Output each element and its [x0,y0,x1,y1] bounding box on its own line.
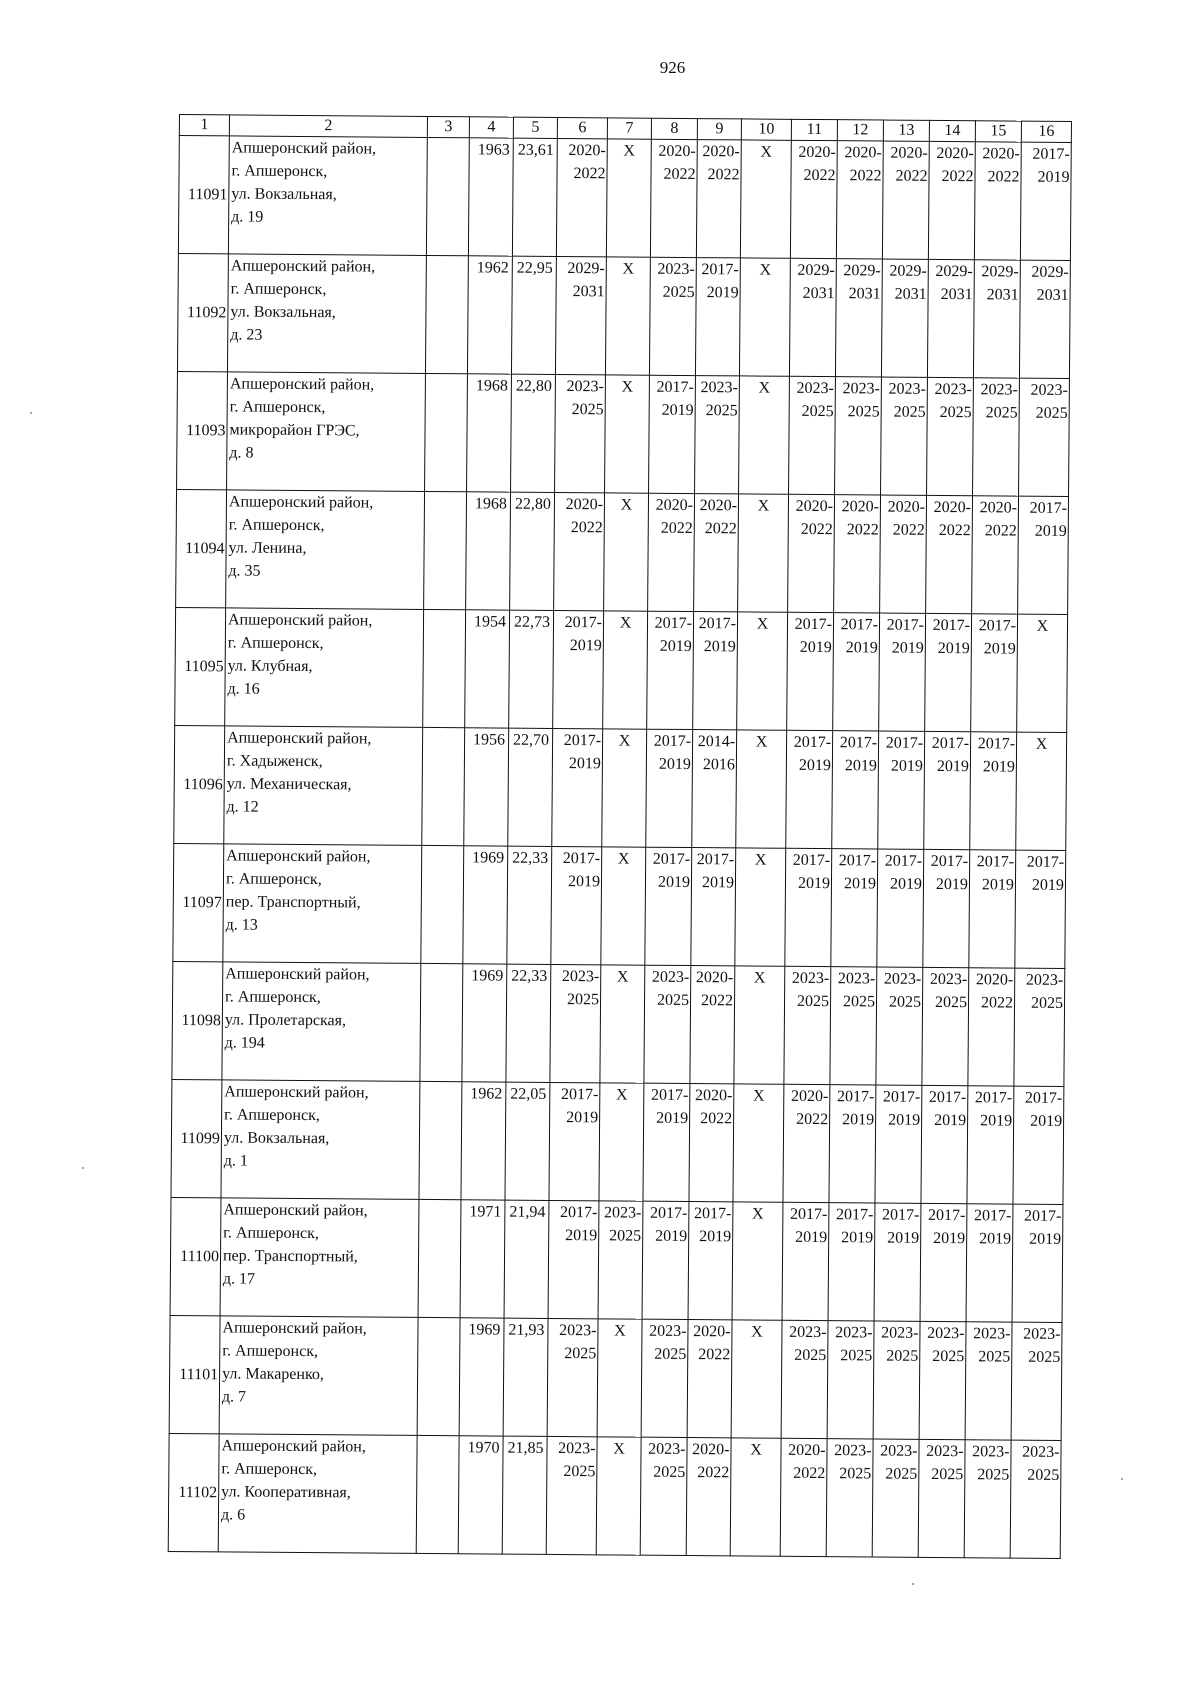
column-number-6: 6 [557,117,607,138]
cell-col-4: 1956 [464,728,509,846]
cell-col-12: 2017- 2019 [831,849,878,967]
cell-col-11: 2017- 2019 [785,848,832,966]
cell-col-11: 2023- 2025 [789,376,836,494]
cell-col-6: 2017- 2019 [549,1082,600,1200]
cell-col-8: 2017- 2019 [643,1083,690,1201]
cell-col-10: X [734,966,785,1084]
cell-col-14: 2029- 2031 [927,259,974,377]
address-line: г. Апшеронск, [229,398,326,417]
cell-col-13: 2023- 2025 [881,377,928,495]
table-row [171,1079,1064,1204]
address-line: ул. Клубная, [227,657,313,676]
address-line: пер. Транспортный, [225,893,361,912]
cell-col-14: 2023- 2025 [918,1439,965,1557]
address-line: д. 16 [227,680,260,698]
cell-col-10: X [730,1438,781,1556]
cell-col-3 [418,1199,461,1317]
cell-col-3 [424,491,467,609]
cell-col-16: 2017- 2019 [1015,850,1066,968]
cell-col-11: 2020- 2022 [788,494,835,612]
cell-col-5: 21,94 [504,1200,549,1318]
column-number-14: 14 [929,120,975,141]
cell-col-8: 2017- 2019 [645,847,692,965]
cell-col-16: 2017- 2019 [1018,496,1069,614]
row-number: 11099 [171,1079,222,1197]
address-line: г. Апшеронск, [225,988,321,1007]
page-number: 926 [659,58,686,77]
housing-table [168,114,1072,1559]
address-line: Апшеронский район, [227,729,372,748]
cell-col-13: 2023- 2025 [872,1439,919,1557]
cell-col-13: 2017- 2019 [879,613,926,731]
cell-col-9: 2023- 2025 [695,376,740,494]
cell-col-6: 2020- 2022 [556,138,607,256]
cell-col-4: 1969 [463,846,508,964]
cell-col-10: X [737,612,788,730]
cell-col-8: 2017- 2019 [649,375,696,493]
cell-col-3 [423,609,466,727]
column-number-8: 8 [651,118,697,139]
cell-col-5: 22,33 [507,846,552,964]
cell-col-3 [417,1317,460,1435]
address-cell [226,490,425,610]
table-row [169,1315,1062,1440]
row-number: 11102 [168,1433,219,1551]
address-line: Апшеронский район, [230,257,376,276]
cell-col-12: 2020- 2022 [836,141,883,259]
cell-col-6: 2017- 2019 [552,728,603,846]
scan-speck [1121,1478,1123,1480]
cell-col-3 [426,137,469,255]
row-number: 11101 [169,1315,220,1433]
cell-col-5: 22,70 [508,728,553,846]
cell-col-3 [421,845,464,963]
table-row [168,1433,1061,1558]
cell-col-3 [420,963,463,1081]
address-cell [222,962,421,1082]
address-cell [218,1434,417,1554]
scan-speck [82,1167,84,1169]
cell-col-6: 2023- 2025 [550,964,601,1082]
table-row [173,843,1066,968]
cell-col-4: 1970 [458,1436,503,1554]
address-line: г. Апшеронск, [223,1224,320,1243]
cell-col-9: 2017- 2019 [691,848,736,966]
cell-col-4: 1962 [461,1082,506,1200]
cell-col-14: 2023- 2025 [919,1321,966,1439]
column-number-7: 7 [607,118,651,139]
address-line: д. 13 [225,916,258,934]
table-row [177,253,1070,378]
cell-col-15: 2017- 2019 [969,850,1016,968]
cell-col-16: 2023- 2025 [1011,1322,1062,1440]
cell-col-10: X [739,258,790,376]
row-number: 11094 [176,489,227,607]
cell-col-9: 2020- 2022 [696,140,741,258]
column-number-16: 16 [1021,121,1071,142]
cell-col-7: X [596,1437,641,1555]
column-number-11: 11 [791,119,837,140]
cell-col-7: X [604,493,649,611]
address-line: г. Апшеронск, [227,634,324,653]
address-line: д. 1 [223,1152,248,1170]
row-number: 11095 [175,607,226,725]
address-line: д. 23 [230,326,263,344]
column-number-1: 1 [179,115,229,136]
cell-col-5: 22,33 [506,964,551,1082]
address-line: д. 12 [226,798,259,816]
address-line: ул. Вокзальная, [230,303,336,322]
cell-col-15: 2020- 2022 [974,142,1021,260]
cell-col-16: 2029- 2031 [1019,260,1070,378]
cell-col-7: X [600,965,645,1083]
cell-col-13: 2017- 2019 [877,849,924,967]
cell-col-6: 2017- 2019 [553,610,604,728]
cell-col-11: 2023- 2025 [784,966,831,1084]
address-cell [227,372,426,492]
cell-col-3 [419,1081,462,1199]
address-line: Апшеронский район, [231,139,377,158]
cell-col-13: 2017- 2019 [878,731,925,849]
cell-col-6: 2023- 2025 [547,1318,598,1436]
cell-col-16: 2017- 2019 [1012,1204,1063,1322]
cell-col-5: 22,73 [509,610,554,728]
address-line: г. Хадыженск, [226,752,323,771]
cell-col-15: 2020- 2022 [968,968,1015,1086]
cell-col-3 [416,1435,459,1553]
table-row [174,725,1067,850]
address-cell [224,726,423,846]
cell-col-13: 2023- 2025 [876,967,923,1085]
address-line: г. Апшеронск, [224,1106,320,1125]
cell-col-11: 2017- 2019 [786,730,833,848]
row-number: 11097 [173,843,224,961]
address-line: д. 19 [231,208,264,226]
cell-col-10: X [739,376,790,494]
address-line: пер. Транспортный, [222,1247,358,1266]
cell-col-4: 1971 [460,1200,505,1318]
address-line: г. Апшеронск, [228,516,325,535]
cell-col-15: 2017- 2019 [971,614,1018,732]
cell-col-6: 2023- 2025 [546,1436,597,1554]
cell-col-8: 2023- 2025 [649,257,696,375]
cell-col-16: X [1017,614,1068,732]
cell-col-16: 2023- 2025 [1010,1440,1061,1558]
row-number: 11100 [170,1197,221,1315]
cell-col-14: 2017- 2019 [925,613,972,731]
address-cell [225,608,424,728]
cell-col-9: 2017- 2019 [695,258,740,376]
table-row [170,1197,1063,1322]
column-number-12: 12 [837,120,883,141]
address-line: д. 6 [220,1506,246,1524]
cell-col-11: 2020- 2022 [780,1438,827,1556]
cell-col-15: 2023- 2025 [964,1440,1011,1558]
cell-col-9: 2017- 2019 [693,612,738,730]
cell-col-12: 2020- 2022 [834,495,881,613]
cell-col-11: 2020- 2022 [783,1084,830,1202]
cell-col-15: 2017- 2019 [970,732,1017,850]
address-line: ул. Вокзальная, [231,185,337,204]
cell-col-5: 22,80 [511,374,556,492]
cell-col-11: 2023- 2025 [781,1320,828,1438]
address-cell [220,1198,419,1318]
address-line: д. 7 [221,1388,247,1406]
cell-col-12: 2017- 2019 [828,1203,875,1321]
address-line: Апшеронский район, [224,1083,369,1102]
cell-col-4: 1968 [467,374,512,492]
column-number-4: 4 [469,117,513,138]
cell-col-3 [425,373,468,491]
cell-col-10: X [731,1320,782,1438]
cell-col-9: 2020- 2022 [687,1320,732,1438]
cell-col-16: 2017- 2019 [1020,142,1071,260]
cell-col-8: 2017- 2019 [646,729,693,847]
cell-col-13: 2029- 2031 [881,259,928,377]
cell-col-6: 2020- 2022 [554,492,605,610]
cell-col-8: 2023- 2025 [644,965,691,1083]
column-number-13: 13 [883,120,929,141]
cell-col-6: 2017- 2019 [551,846,602,964]
cell-col-5: 23,61 [512,138,557,256]
address-line: Апшеронский район, [227,611,373,630]
cell-col-12: 2017- 2019 [832,731,879,849]
address-line: г. Апшеронск, [222,1342,319,1361]
cell-col-9: 2017- 2019 [688,1202,733,1320]
cell-col-7: X [599,1083,644,1201]
cell-col-10: X [733,1084,784,1202]
cell-col-7: 2023- 2025 [598,1201,643,1319]
table-row [172,961,1065,1086]
cell-col-11: 2029- 2031 [789,258,836,376]
cell-col-14: 2020- 2022 [928,141,975,259]
row-number: 11098 [172,961,223,1079]
cell-col-11: 2017- 2019 [787,612,834,730]
address-line: д. 35 [228,562,261,580]
cell-col-13: 2017- 2019 [874,1203,921,1321]
cell-col-8: 2017- 2019 [642,1201,689,1319]
scan-speck [30,412,32,414]
cell-col-16: X [1016,732,1067,850]
cell-col-12: 2023- 2025 [826,1439,873,1557]
row-number: 11093 [177,371,228,489]
table-row [177,371,1070,496]
scan-speck [912,1583,914,1585]
address-line: г. Апшеронск, [225,870,322,889]
cell-col-3 [422,727,465,845]
table-row [178,136,1071,261]
cell-col-6: 2017- 2019 [548,1200,599,1318]
address-cell [227,254,426,374]
address-line: Апшеронский район, [225,965,370,984]
row-number: 11091 [178,136,229,254]
cell-col-5: 22,80 [510,492,555,610]
address-line: д. 17 [222,1270,256,1288]
cell-col-5: 22,95 [511,256,556,374]
cell-col-15: 2017- 2019 [966,1204,1013,1322]
cell-col-9: 2020- 2022 [694,494,739,612]
cell-col-16: 2023- 2025 [1019,378,1070,496]
table-row [175,607,1068,732]
cell-col-11: 2017- 2019 [782,1202,829,1320]
cell-col-10: X [740,140,791,258]
cell-col-13: 2017- 2019 [875,1085,922,1203]
cell-col-7: X [602,729,647,847]
cell-col-9: 2020- 2022 [686,1438,731,1556]
address-line: Апшеронский район, [223,1201,368,1220]
cell-col-14: 2017- 2019 [920,1203,967,1321]
cell-col-14: 2020- 2022 [926,495,973,613]
cell-col-8: 2017- 2019 [647,611,694,729]
cell-col-14: 2023- 2025 [927,377,974,495]
cell-col-10: X [735,848,786,966]
address-line: г. Апшеронск, [221,1460,318,1479]
cell-col-5: 21,93 [503,1318,548,1436]
cell-col-9: 2020- 2022 [689,1084,734,1202]
cell-col-10: X [736,730,787,848]
address-line: ул. Кооперативная, [221,1483,351,1502]
cell-col-16: 2017- 2019 [1013,1086,1064,1204]
cell-col-4: 1968 [466,492,511,610]
cell-col-7: X [605,375,650,493]
cell-col-5: 22,05 [505,1082,550,1200]
cell-col-14: 2017- 2019 [924,731,971,849]
column-number-5: 5 [513,117,557,138]
address-cell [223,844,422,964]
cell-col-9: 2020- 2022 [690,966,735,1084]
cell-col-12: 2017- 2019 [833,613,880,731]
address-cell [221,1080,420,1200]
cell-col-11: 2020- 2022 [790,140,837,258]
column-number-3: 3 [427,116,469,137]
column-number-2: 2 [229,115,427,138]
cell-col-8: 2023- 2025 [641,1319,688,1437]
address-line: д. 8 [229,444,254,462]
cell-col-10: X [732,1202,783,1320]
address-line: ул. Макаренко, [222,1365,325,1384]
cell-col-4: 1963 [468,138,513,256]
cell-col-7: X [603,611,648,729]
column-number-10: 10 [741,119,791,140]
cell-col-12: 2023- 2025 [835,377,882,495]
cell-col-15: 2017- 2019 [967,1086,1014,1204]
cell-col-6: 2023- 2025 [555,374,606,492]
cell-col-9: 2014- 2016 [692,730,737,848]
address-line: ул. Пролетарская, [224,1011,347,1030]
cell-col-15: 2020- 2022 [972,496,1019,614]
cell-col-13: 2020- 2022 [880,495,927,613]
cell-col-8: 2020- 2022 [648,493,695,611]
cell-col-3 [425,255,468,373]
cell-col-6: 2029- 2031 [555,256,606,374]
cell-col-16: 2023- 2025 [1014,968,1065,1086]
row-number: 11096 [174,725,225,843]
address-line: ул. Ленина, [228,539,307,558]
address-line: Апшеронский район, [226,847,371,866]
cell-col-12: 2023- 2025 [827,1321,874,1439]
cell-col-8: 2020- 2022 [650,139,697,257]
cell-col-12: 2017- 2019 [829,1085,876,1203]
cell-col-12: 2029- 2031 [835,259,882,377]
cell-col-5: 21,85 [502,1436,547,1554]
cell-col-15: 2029- 2031 [973,260,1020,378]
cell-col-4: 1954 [465,610,510,728]
address-line: Апшеронский район, [221,1437,366,1456]
cell-col-13: 2020- 2022 [882,141,929,259]
cell-col-14: 2023- 2025 [922,967,969,1085]
cell-col-7: X [601,847,646,965]
address-line: Апшеронский район, [222,1319,367,1338]
cell-col-7: X [605,257,650,375]
address-cell [219,1316,418,1436]
address-line: Апшеронский район, [228,493,374,512]
address-line: д. 194 [224,1034,265,1052]
address-line: микрорайон ГРЭС, [229,421,360,440]
cell-col-12: 2023- 2025 [830,967,877,1085]
cell-col-10: X [738,494,789,612]
cell-col-4: 1962 [467,256,512,374]
cell-col-7: X [597,1319,642,1437]
table-row [176,489,1069,614]
address-line: ул. Вокзальная, [223,1129,330,1148]
address-line: г. Апшеронск, [231,162,328,181]
address-line: Апшеронский район, [229,375,375,394]
cell-col-14: 2017- 2019 [923,849,970,967]
cell-col-4: 1969 [459,1318,504,1436]
cell-col-15: 2023- 2025 [965,1322,1012,1440]
address-line: ул. Механическая, [226,775,352,794]
cell-col-14: 2017- 2019 [921,1085,968,1203]
column-number-15: 15 [975,121,1021,142]
cell-col-8: 2023- 2025 [640,1437,687,1555]
row-number: 11092 [177,253,228,371]
column-number-9: 9 [697,119,741,140]
cell-col-7: X [606,139,651,257]
address-cell [228,136,427,256]
cell-col-13: 2023- 2025 [873,1321,920,1439]
cell-col-4: 1969 [462,964,507,1082]
cell-col-15: 2023- 2025 [973,378,1020,496]
address-line: г. Апшеронск, [230,280,327,299]
